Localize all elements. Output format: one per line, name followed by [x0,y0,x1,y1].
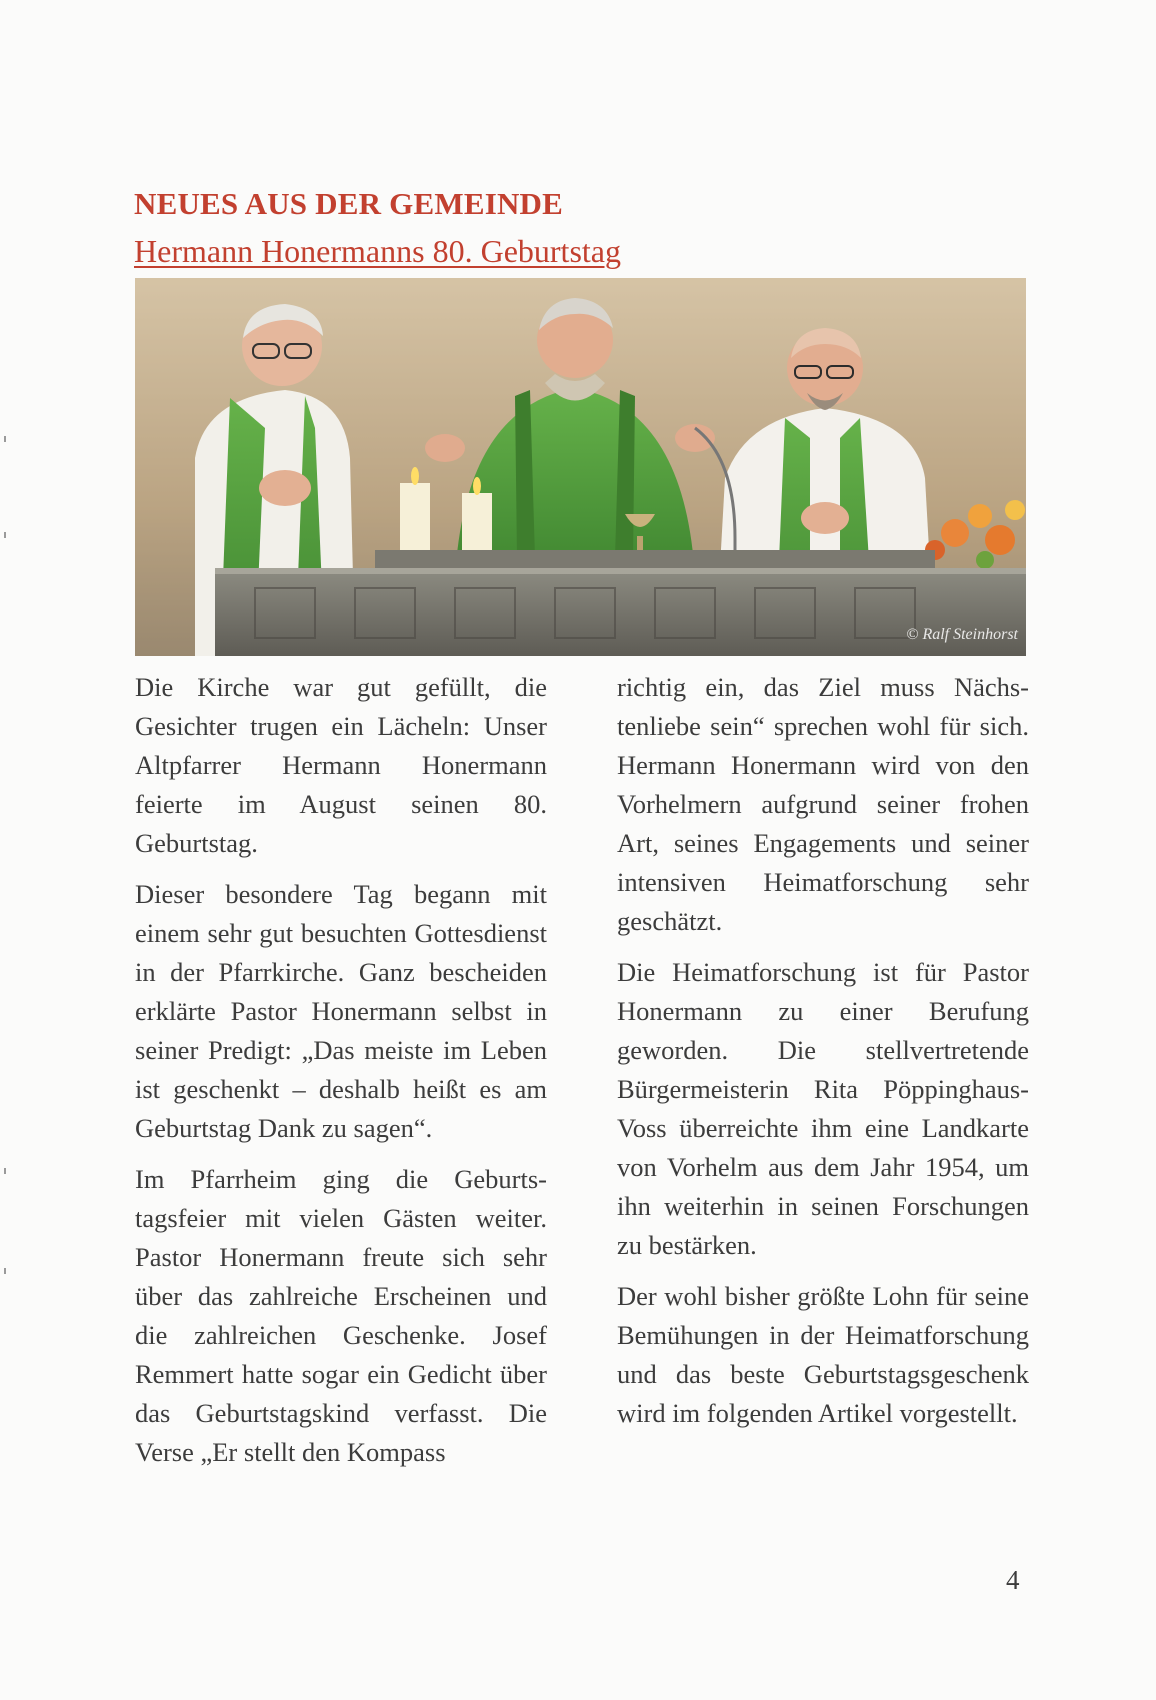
section-heading: NEUES AUS DER GEMEINDE [134,186,564,221]
article-column-right [617,668,1029,1445]
paragraph: Der wohl bisher größte Lohn für seine Bemühungen in der Heimatforschung und das beste Geburtstagsgeschenk wird im folgenden Artikel vorgestellt. [617,1281,1029,1428]
paragraph: Dieser besondere Tag begann mit einem sehr gut besuchten Gottesdienst in der Pfarrkirche. Ganz bescheiden erklärte Pastor Honermann selbst in seiner Predigt: „Das meiste im Leben ist geschenkt – deshalb heißt es am Geburtstag Dank zu sagen“. [135,879,547,1143]
scan-mark [4,1168,6,1174]
page-number: 4 [1006,1565,1020,1595]
paragraph: Die Heimatforschung ist für Pastor Honermann zu einer Berufung geworden. Die stellvertretende Bürgermeisterin Rita Pöppinghaus-Voss überreichte ihm eine Landkarte von Vorhelm aus dem Jahr 1954, um ihn weiterhin in seinen Forschungen zu bestärken. [617,957,1029,1260]
article-title: Hermann Honermanns 80. Geburtstag [134,233,621,269]
paragraph: richtig ein, das Ziel muss Nächstenliebe sein“ sprechen wohl für sich. Hermann Honermann wird von den Vorhelmern aufgrund seiner frohen Art, seines Engagements und seiner intensiven Heimatforschung sehr geschätzt. [617,672,1029,936]
article-photo [135,278,1026,656]
photo-credit: © Ralf Steinhorst [906,626,1018,643]
altar-photo-illustration [135,278,1026,656]
paragraph: Die Kirche war gut gefüllt, die Gesichter trugen ein Lächeln: Unser Altpfarrer Hermann Honermann feierte im August seinen 80. Geburtstag. [135,672,547,858]
scan-mark [4,1268,6,1274]
scan-mark [4,532,6,538]
paragraph: Im Pfarrheim ging die Geburtstagsfeier mit vielen Gästen weiter. Pastor Honermann freute sich sehr über das zahlreiche Erscheinen und die zahlreichen Geschenke. Josef Remmert hatte sogar ein Gedicht über das Geburtstagskind verfasst. Die Verse „Er stellt den Kompass [135,1164,547,1467]
scan-mark [4,436,6,442]
article-column-left [135,668,547,1484]
